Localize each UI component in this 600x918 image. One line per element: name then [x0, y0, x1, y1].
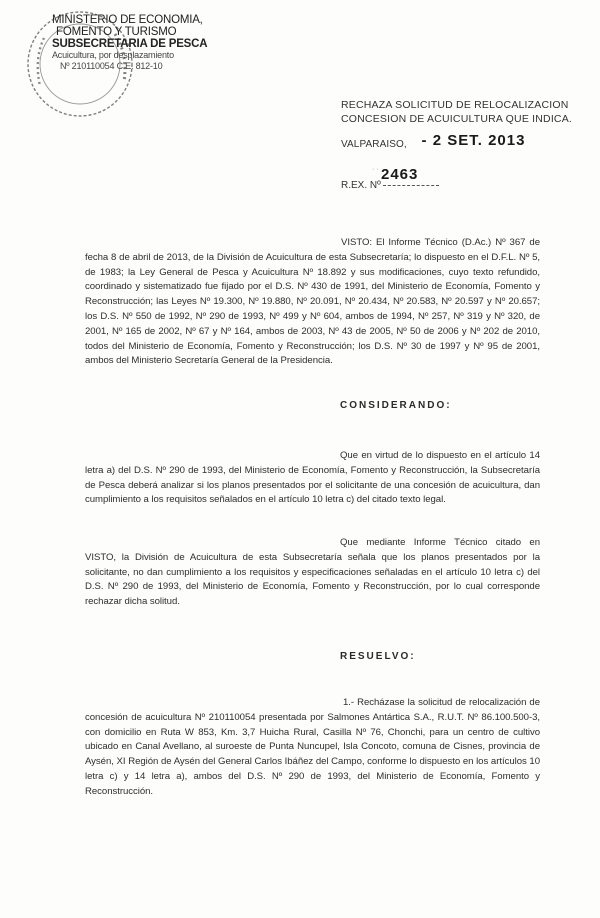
visto-paragraph: VISTO: El Informe Técnico (D.Ac.) Nº 367 de fecha 8 de abril de 2013, de la División de Acuicultura de esta Subsecretaría; lo dispuesto en el D.F.L. Nº 5, de 1983; la Ley General de Pesca y Acuicultura Nº 18.892 y sus modificaciones, cuyo texto refundido, coordinado y sistematizado fue fijado por el D.S. Nº 430 de 1991, del Ministerio de Economía, Fomento y Reconstrucción; las Leyes Nº 19.300, Nº 19.880, Nº 20.091, Nº 20.434, Nº 20.583, Nº 20.597 y Nº 20.657; los D.S. Nº 550 de 1992, Nº 290 de 1993, Nº 499 y Nº 604, ambos de 1994, Nº 257, Nº 319 y Nº 320, de 2001, Nº 165 de 2002, Nº 67 y Nº 164, ambos de 2003, Nº 43 de 2005, Nº 50 de 2006 y Nº 202 de 2010, todos del Ministerio de Economía, Fomento y Reconstrucción; los D.S. Nº 30 de 1997 y Nº 95 de 2001, ambos del Ministerio Secretaría General de la Presidencia.: [85, 237, 540, 367]
considerando-paragraph-2: Que mediante Informe Técnico citado en VISTO, la División de Acuicultura de esta Subsecretaría señala que los planos presentados por la solicitante, no dan cumplimiento a los requisitos y especificaciones señaladas en el artículo 10 letra c) del D.S. Nº 290 de 1993, del Ministerio de Economía, Fomento y Reconstrucción, por lo cual corresponde rechazar dicha solitud.: [85, 537, 540, 608]
ministry-header: [52, 14, 207, 72]
resolution-number-row: [341, 166, 439, 191]
considerando-paragraph-1: Que en virtud de lo dispuesto en el artículo 14 letra a) del D.S. Nº 290 de 1993, del Ministerio de Economía, Fomento y Reconstrucción, la Subsecretaría de Pesca deberá analizar si los planos presentados por el solicitante de una concesión de acuicultura, dan cumplimiento a los requisitos señalados en el artículo 10 letra c) del citado texto legal.: [85, 450, 540, 506]
date-row: [341, 134, 525, 151]
margin-mark: · ·: [372, 166, 379, 173]
ministry-name-line2: FOMENTO Y TURISMO: [56, 26, 177, 38]
resolution-title: [341, 98, 572, 126]
considerando-heading: CONSIDERANDO:: [340, 400, 452, 411]
resolution-label: R.EX. Nº: [341, 180, 381, 191]
date-place: VALPARAISO,: [341, 139, 407, 150]
date-stamp: - 2 SET. 2013: [421, 132, 526, 149]
resuelvo-paragraph-1: 1.- Recházase la solicitud de relocalización de concesión de acuicultura Nº 210110054 presentada por Salmones Antártica S.A., R.U.T. Nº 86.100.500-3, con domicilio en Ruta W 853, Km. 3,7 Huicha Rural, Casilla Nº 76, Chonchi, para un centro de cultivo ubicado en Canal Avellano, al suroeste de Punta Nuncupel, Isla Concoto, comuna de Cisnes, provincia de Aysén, XI Región de Aysén del General Carlos Ibáñez del Campo, conforme lo dispuesto en los artículos 10 letra c) y 14 letra a), ambos del D.S. Nº 290 de 1993, del Ministerio de Economía, Fomento y Reconstrucción.: [85, 697, 540, 797]
subsecretaria-name: SUBSECRETARIA DE PESCA: [52, 38, 208, 50]
reference-line: Acuicultura, por desplazamiento: [52, 50, 174, 60]
reference-code: Nº 210110054 C.E. 812-10: [60, 61, 163, 71]
resolution-underline: [383, 185, 439, 186]
title-line-2: CONCESION DE ACUICULTURA QUE INDICA.: [341, 113, 573, 125]
title-line-1: RECHAZA SOLICITUD DE RELOCALIZACION: [341, 99, 569, 111]
ministry-name: MINISTERIO DE ECONOMIA,: [52, 14, 203, 26]
resolution-number: 2463: [381, 166, 419, 183]
resuelvo-heading: RESUELVO:: [340, 651, 416, 662]
